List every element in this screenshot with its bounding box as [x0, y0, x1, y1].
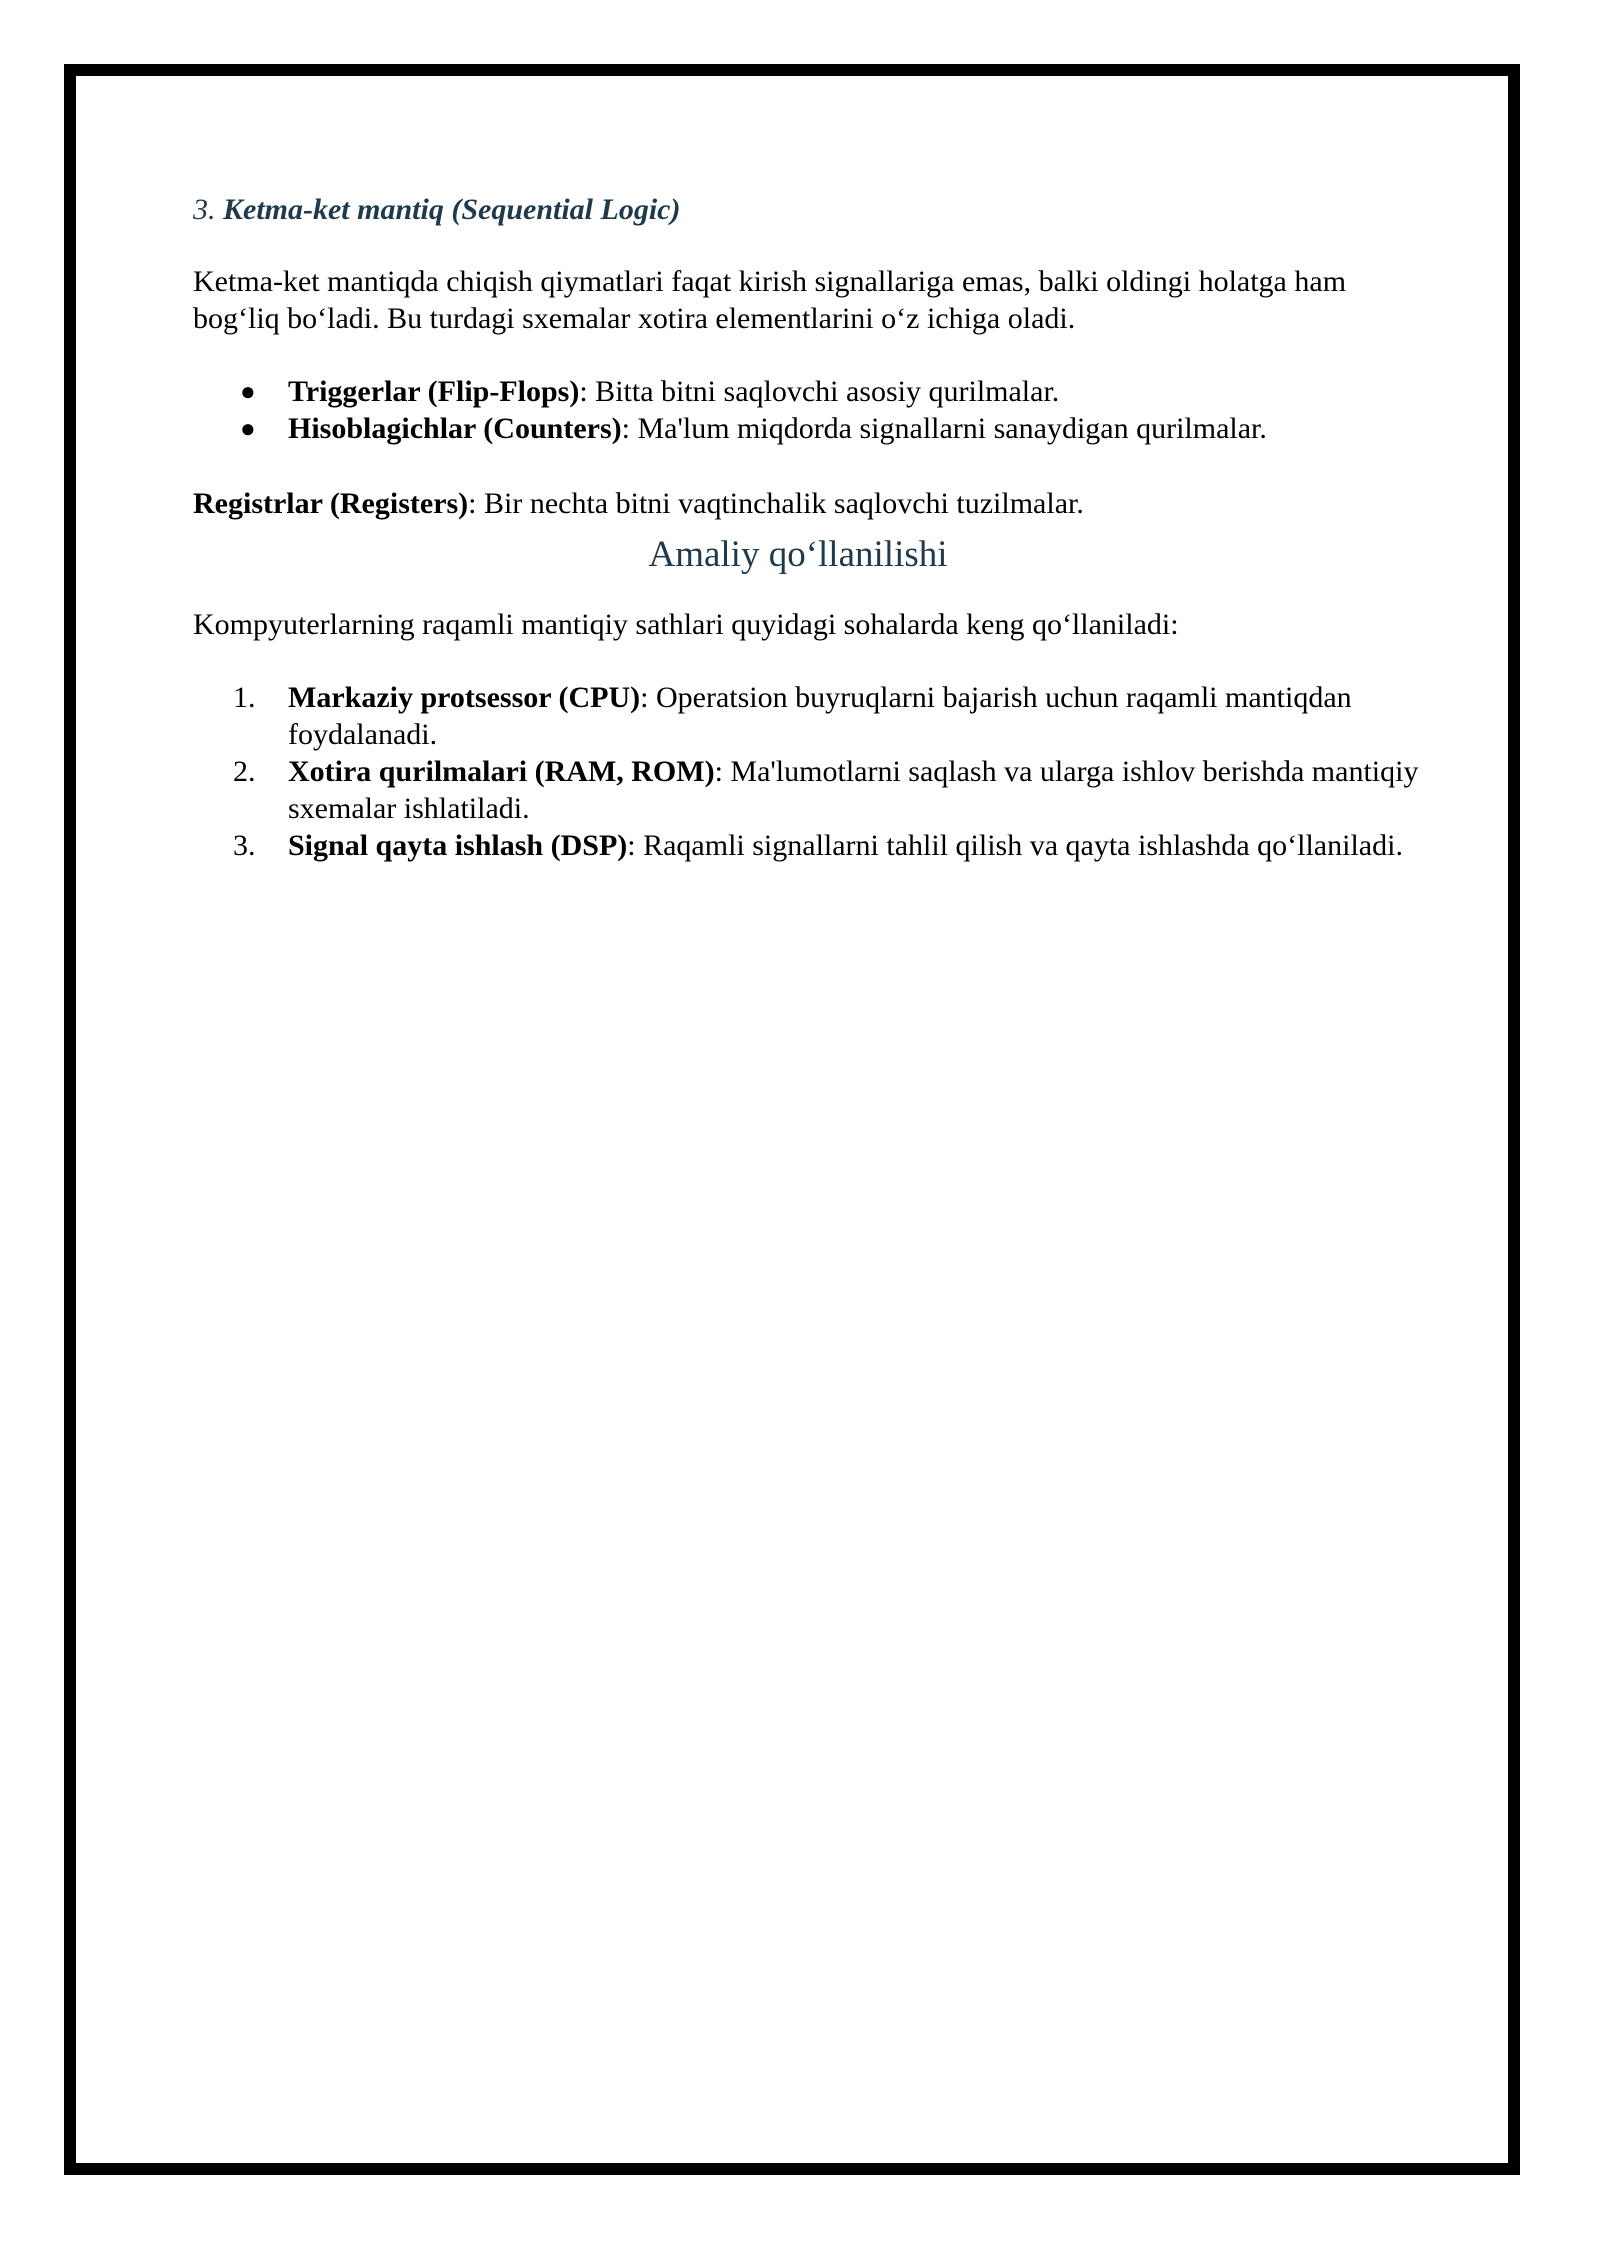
applications-intro: Kompyuterlarning raqamli mantiqiy sathlari quyidagi sohalarda keng qoʻllaniladi: — [193, 608, 1179, 641]
list-item — [233, 827, 1423, 864]
bullet-list — [193, 373, 1423, 447]
registers-term: Registrlar (Registers) — [193, 487, 469, 520]
registers-paragraph — [193, 485, 1423, 522]
registers-description: : Bir nechta bitni vaqtinchalik saqlovchi tuzilmalar. — [468, 487, 1084, 520]
list-item-description: : Raqamli signallarni tahlil qilish va qayta ishlashda qoʻllaniladi. — [627, 829, 1403, 862]
list-item-number: 2. — [233, 755, 256, 788]
list-item-description: : Operatsion buyruqlarni bajarish uchun raqamli mantiqdan foydalanadi. — [288, 681, 1352, 751]
list-item — [240, 373, 1423, 410]
list-item — [233, 753, 1423, 827]
list-item-description: : Ma'lumotlarni saqlash va ularga ishlov berishda mantiqiy sxemalar ishlatiladi. — [288, 755, 1419, 825]
list-item-term: Markaziy protsessor (CPU) — [288, 681, 641, 714]
list-item — [240, 410, 1423, 447]
list-item-term: Hisoblagichlar (Counters) — [288, 412, 622, 445]
bullet-icon: ● — [240, 414, 256, 443]
page-content — [193, 190, 1423, 864]
list-item-term: Signal qayta ishlash (DSP) — [288, 829, 628, 862]
applications-list — [193, 679, 1423, 864]
section-number: 3. — [193, 193, 216, 226]
bullet-icon: ● — [240, 377, 256, 406]
intro-paragraph: Ketma-ket mantiqda chiqish qiymatlari faqat kirish signallariga emas, balki oldingi holatga ham bogʻliq boʻladi. Bu turdagi sxemalar xotira elementlarini oʻz ichiga oladi. — [193, 265, 1347, 335]
list-item-description: : Ma'lum miqdorda signallarni sanaydigan qurilmalar. — [621, 412, 1267, 445]
list-item-term: Xotira qurilmalari (RAM, ROM) — [288, 755, 715, 788]
list-item-term: Triggerlar (Flip-Flops) — [288, 375, 580, 408]
list-item-number: 1. — [233, 681, 256, 714]
list-item-description: : Bitta bitni saqlovchi asosiy qurilmalar. — [579, 375, 1060, 408]
list-item-number: 3. — [233, 829, 256, 862]
applications-heading: Amaliy qoʻllanilishi — [648, 534, 948, 575]
list-item — [233, 679, 1423, 753]
section-title: Ketma-ket mantiq (Sequential Logic) — [223, 193, 681, 226]
section-heading — [193, 190, 1423, 230]
